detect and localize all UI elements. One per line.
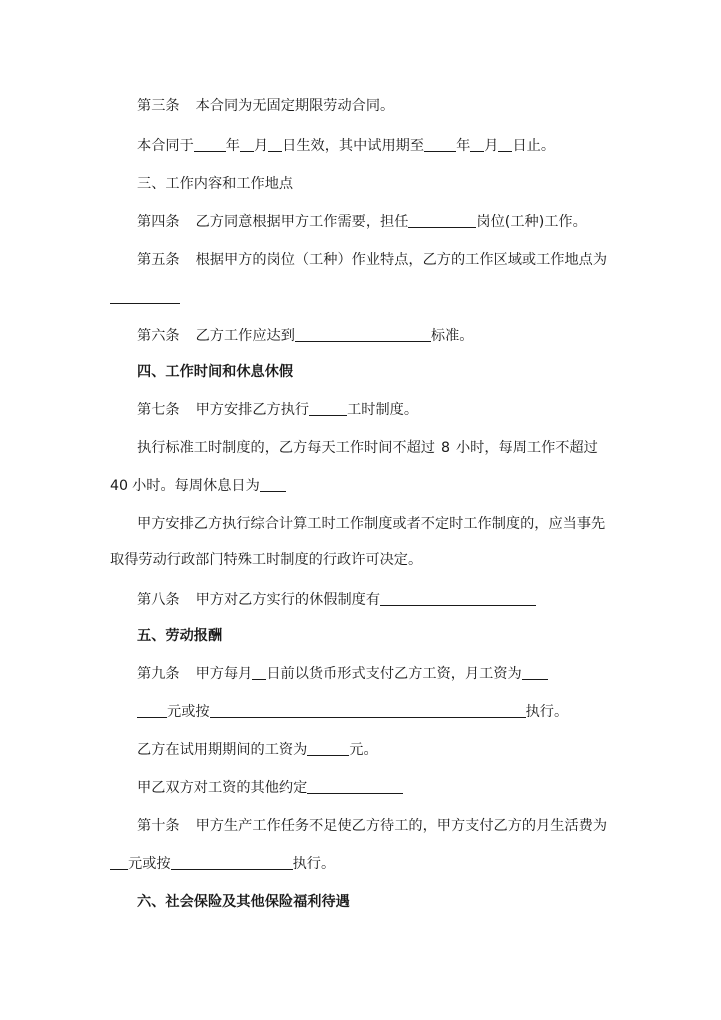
blank-pay-day[interactable] [252,665,266,680]
article-6 [137,326,473,346]
text: 执行标准工时制度的，乙方每天工作时间不超过 [137,440,435,456]
blank-probation-month[interactable] [470,137,484,152]
text: 执行。 [292,856,336,872]
text: 元。 [349,742,378,758]
article-number: 第六条 [137,328,180,344]
blank-start-month[interactable] [240,137,254,152]
special-hours-paragraph: 甲方安排乙方执行综合计算工时工作制度或者不定时工作制度的，应当事先 [137,516,606,532]
text: 本合同于 [137,138,194,154]
text: 日前以货币形式支付乙方工资，月工资为 [266,666,522,682]
blank-monthly-wage[interactable] [522,665,548,680]
blank-living-allowance-standard[interactable] [171,855,293,870]
blank-monthly-wage-cont[interactable] [137,703,167,718]
blank-work-standard[interactable] [295,327,431,342]
text: 元或按 [167,704,210,720]
text: 乙方同意根据甲方工作需要，担任 [195,214,409,230]
blank-probation-wage[interactable] [307,741,349,756]
text: 工时制度。 [347,402,419,418]
blank-start-day[interactable] [268,137,282,152]
blank-position[interactable] [408,213,476,228]
text: 元或按 [128,856,171,872]
blank-probation-day[interactable] [498,137,512,152]
text: 乙方工作应达到 [195,328,295,344]
article-9-continued [137,702,568,722]
article-number: 第九条 [137,666,180,682]
section-heading-5: 五、劳动报酬 [137,628,223,644]
blank-working-hours-system[interactable] [309,401,347,416]
weekly-hours-limit: 40 [110,478,129,494]
text: 执行。 [525,704,569,720]
article-number: 第七条 [137,402,180,418]
text: 标准。 [430,328,474,344]
article-text: 本合同为无固定期限劳动合同。 [195,98,395,114]
article-number: 第八条 [137,592,180,608]
probation-wage [137,740,378,760]
text: 日生效，其中试用期至 [282,138,425,154]
text: 日止。 [512,138,556,154]
article-7 [137,400,418,420]
section-heading-4: 四、工作时间和休息休假 [137,364,294,380]
article-number: 第三条 [137,98,180,114]
article-number: 第五条 [137,252,180,268]
special-hours-continued: 取得劳动行政部门特殊工时制度的行政许可决定。 [110,552,423,568]
text: 年 [456,138,471,154]
article-number: 第四条 [137,214,180,230]
section-heading-6: 六、社会保险及其他保险福利待遇 [137,894,350,910]
text: 年 [225,138,240,154]
blank-start-year[interactable] [194,137,226,152]
article-8 [137,590,536,610]
article-10 [137,816,607,836]
contract-effective-date [137,136,555,156]
text: 乙方在试用期期间的工资为 [137,742,308,758]
standard-hours-continued [110,476,286,496]
text: 甲方生产工作任务不足使乙方待工的，甲方支付乙方的月生活费为 [195,818,608,834]
section-heading-3: 三、工作内容和工作地点 [137,176,294,192]
text: 根据甲方的岗位（工种）作业特点，乙方的工作区域或工作地点为 [195,252,608,268]
text: 甲方安排乙方执行 [195,402,310,418]
other-wage-agreement [137,778,403,798]
text: 月 [484,138,499,154]
text: 甲方对乙方实行的休假制度有 [195,592,381,608]
blank-other-wage-agreement[interactable] [307,779,403,794]
blank-leave-system[interactable] [380,591,536,606]
text: 月 [253,138,269,154]
blank-living-allowance[interactable] [110,855,128,870]
article-5 [137,250,607,270]
daily-hours-limit: 8 [440,440,450,456]
standard-hours-paragraph [137,438,598,458]
text: 岗位(工种)工作。 [476,214,587,230]
text: 小时。每周休息日为 [132,478,260,494]
text: 甲方每月 [195,666,253,682]
article-10-continued [110,854,335,874]
article-4 [137,212,587,232]
article-5-continued [110,288,180,308]
article-3 [137,96,394,116]
text: 小时，每周工作不超过 [455,440,598,456]
blank-probation-year[interactable] [424,137,456,152]
blank-wage-standard[interactable] [210,703,526,718]
article-number: 第十条 [137,818,180,834]
blank-work-location[interactable] [110,289,180,304]
article-9 [137,664,548,684]
blank-weekly-rest-day[interactable] [260,477,286,492]
text: 甲乙双方对工资的其他约定 [137,780,308,796]
